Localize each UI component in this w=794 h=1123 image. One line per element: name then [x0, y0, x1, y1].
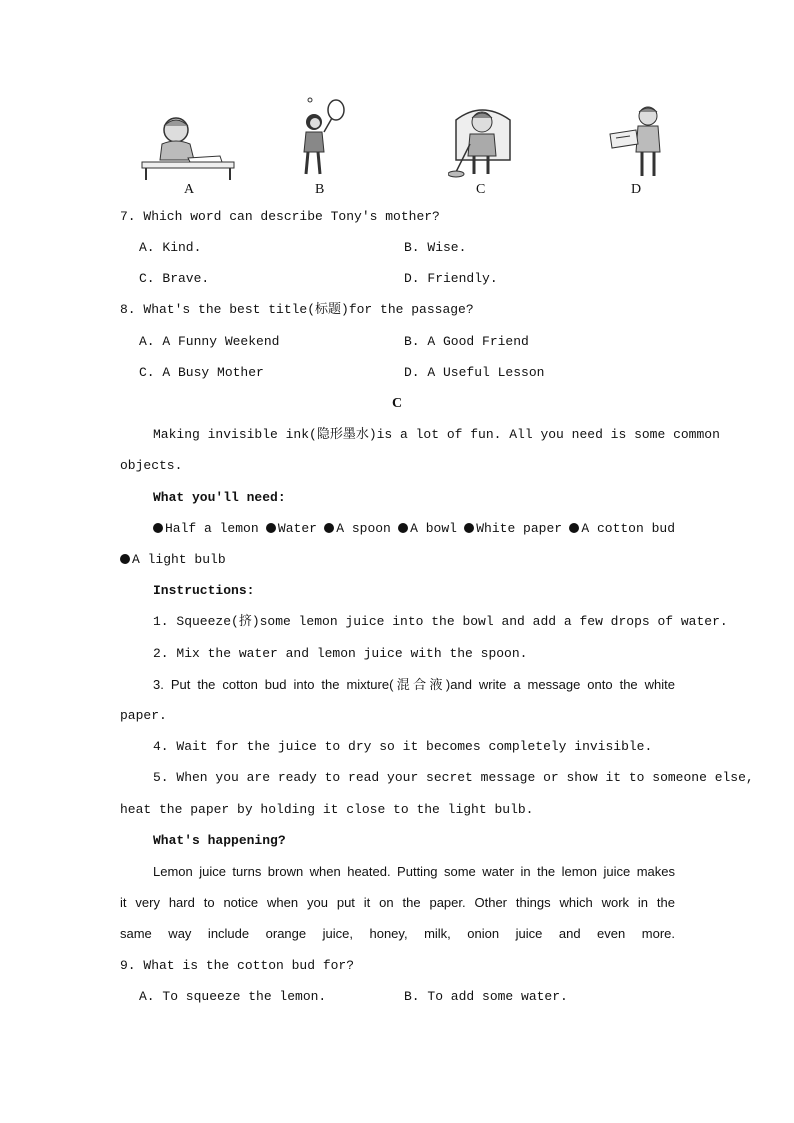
picture-c-boy-mopping-icon — [448, 100, 518, 180]
instruction-step-4: 4. Wait for the juice to dry so it becomes completely invisible. — [153, 739, 653, 754]
q7-option-d: D. Friendly. — [404, 271, 498, 286]
need-heading: What you'll need: — [153, 490, 286, 505]
q7-option-c: C. Brave. — [139, 271, 210, 286]
bullet-icon — [569, 523, 579, 533]
need-list — [153, 520, 675, 538]
picture-c-label: C — [476, 182, 486, 197]
happening-heading: What's happening? — [153, 833, 286, 848]
bullet-icon — [120, 554, 130, 564]
picture-a-boy-writing-icon — [140, 112, 236, 182]
instructions-heading: Instructions: — [153, 583, 255, 598]
need-item: Water — [266, 520, 317, 538]
bullet-icon — [266, 523, 276, 533]
picture-a-label: A — [184, 182, 195, 197]
instruction-step-3-line-2: paper. — [120, 708, 167, 723]
picture-b-girl-badminton-icon — [290, 96, 348, 180]
happening-line-1: Lemon juice turns brown when heated. Putting some water in the lemon juice makes — [153, 864, 675, 879]
question-9: 9. What is the cotton bud for? — [120, 958, 355, 973]
bullet-icon — [324, 523, 334, 533]
instruction-step-3-line-1: 3. Put the cotton bud into the mixture(混合液)and write a message onto the white — [153, 677, 675, 692]
q7-option-b: B. Wise. — [404, 240, 467, 255]
instruction-step-1: 1. Squeeze(挤)some lemon juice into the bowl and add a few drops of water. — [153, 614, 728, 629]
picture-d-boy-washing-dishes-icon — [606, 104, 666, 180]
need-item: Half a lemon — [153, 520, 259, 538]
q9-option-a: A. To squeeze the lemon. — [139, 989, 327, 1004]
intro-line-1: Making invisible ink(隐形墨水)is a lot of fun. All you need is some common — [153, 427, 720, 442]
instruction-step-2: 2. Mix the water and lemon juice with the spoon. — [153, 646, 528, 661]
instruction-step-5-line-1: 5. When you are ready to read your secret message or show it to someone else, — [153, 770, 754, 785]
bullet-icon — [464, 523, 474, 533]
happening-line-2: it very hard to notice when you put it on the paper. Other things which work in the — [120, 895, 675, 910]
q8-option-b: B. A Good Friend — [404, 334, 529, 349]
need-item: A spoon — [324, 520, 391, 538]
bullet-icon — [398, 523, 408, 533]
need-item: White paper — [464, 520, 562, 538]
need-item: A bowl — [398, 520, 457, 538]
picture-b-label: B — [315, 182, 325, 197]
picture-d-label: D — [631, 182, 642, 197]
need-item: A cotton bud — [569, 520, 675, 538]
q8-option-c: C. A Busy Mother — [139, 365, 264, 380]
q7-option-a: A. Kind. — [139, 240, 202, 255]
question-8: 8. What's the best title(标题)for the passage? — [120, 302, 474, 317]
q9-option-b: B. To add some water. — [404, 989, 568, 1004]
bullet-icon — [153, 523, 163, 533]
happening-line-3: same way include orange juice, honey, milk, onion juice and even more. — [120, 926, 675, 941]
intro-line-2: objects. — [120, 458, 183, 473]
q8-option-d: D. A Useful Lesson — [404, 365, 545, 380]
question-7: 7. Which word can describe Tony's mother? — [120, 209, 440, 224]
q8-option-a: A. A Funny Weekend — [139, 334, 280, 349]
instruction-step-5-line-2: heat the paper by holding it close to the light bulb. — [120, 802, 534, 817]
need-item: A light bulb — [120, 551, 226, 569]
section-c-heading: C — [392, 396, 403, 411]
